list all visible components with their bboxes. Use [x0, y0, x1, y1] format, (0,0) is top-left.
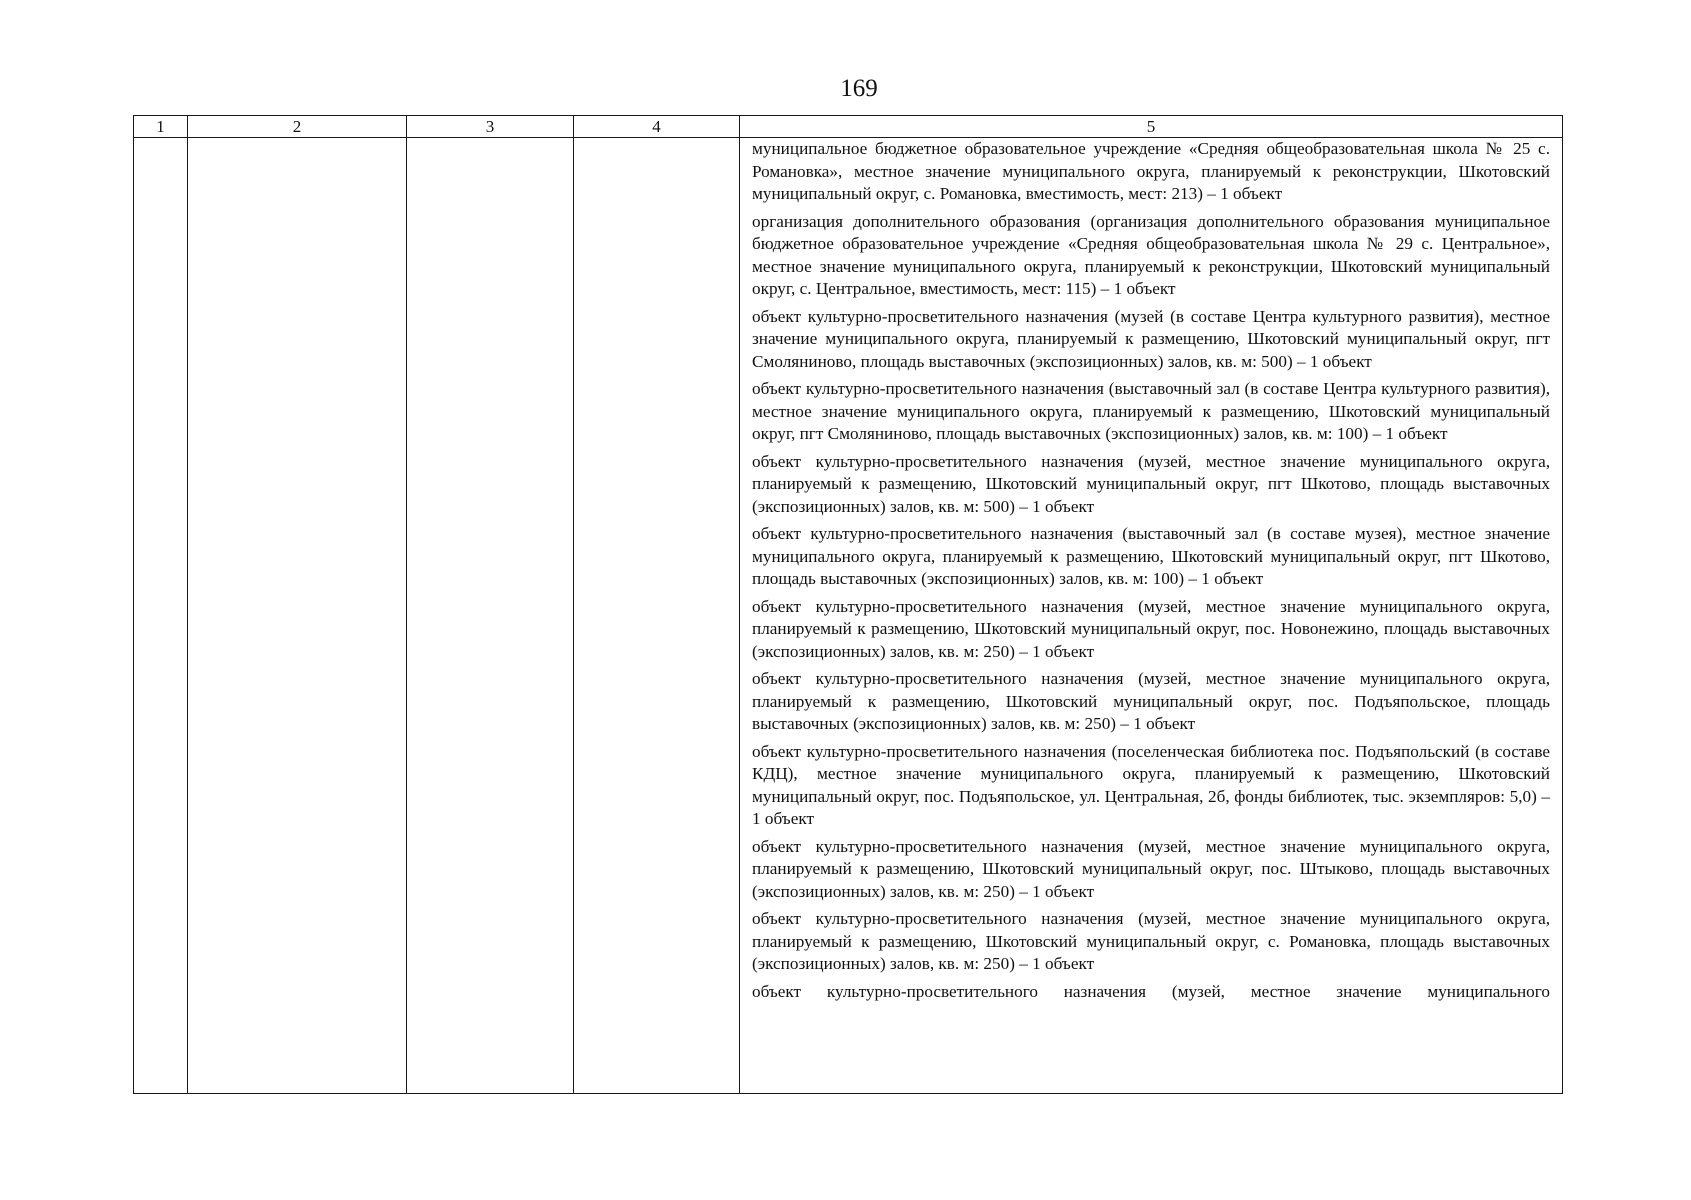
entry-museum-romanovka: объект культурно-просветительного назначения (музей, местное значение муниципального округа, планируемый к размещению, Шкотовский муниципальный округ, с. Романовка, площадь выставочных (экспозиционных) залов, кв. м: 250) – 1 объект — [752, 909, 1550, 973]
table-row — [134, 138, 1563, 1094]
data-table — [133, 115, 1563, 1094]
entry-library-podyapolskoe: объект культурно-просветительного назначения (поселенческая библиотека пос. Подъяпольский (в составе КДЦ), местное значение муниципального округа, планируемый к размещению, Шкотовский муниципальный округ, пос. Подъяпольское, ул. Центральная, 2б, фонды библиотек, тыс. экземпляров: 5,0) – 1 объект — [752, 741, 1550, 828]
column-header-5: 5 — [740, 116, 1563, 138]
page-number: 169 — [840, 75, 878, 102]
entry-school-25-romanovka: муниципальное бюджетное образовательное учреждение «Средняя общеобразовательная школа № 25 с. Романовка», местное значение муниципального округа, планируемый к реконструкции, Шкотовский муниципальный округ, с. Романовка, вместимость, мест: 213) – 1 объект — [752, 139, 1550, 203]
entry-school-29-tsentralnoe: организация дополнительного образования (организация дополнительного образования муниципальное бюджетное образовательное учреждение «Средняя общеобразовательная школа № 29 с. Центральное», местное значение муниципального округа, планируемый к реконструкции, Шкотовский муниципальный округ, с. Центральное, вместимость, мест: 115) – 1 объект — [752, 211, 1550, 298]
cell-column-3 — [407, 138, 574, 1094]
column-header-3: 3 — [407, 116, 574, 138]
column-header-4: 4 — [574, 116, 740, 138]
entry-exhibition-hall-shkotovo: объект культурно-просветительного назначения (выставочный зал (в составе музея), местное значение муниципального округа, планируемый к размещению, Шкотовский муниципальный округ, пгт Шкотово, площадь выставочных (экспозиционных) залов, кв. м: 100) – 1 объект — [752, 524, 1550, 588]
cell-column-2 — [188, 138, 407, 1094]
entry-truncated-museum: объект культурно-просветительного назначения (музей, местное значение муниципального — [752, 981, 1550, 1001]
cell-column-5 — [740, 138, 1563, 1094]
cell-column-4 — [574, 138, 740, 1094]
column-header-2: 2 — [188, 116, 407, 138]
entry-museum-shkotovo: объект культурно-просветительного назначения (музей, местное значение муниципального округа, планируемый к размещению, Шкотовский муниципальный округ, пгт Шкотово, площадь выставочных (экспозиционных) залов, кв. м: 500) – 1 объект — [752, 451, 1550, 516]
entry-museum-novonezhino: объект культурно-просветительного назначения (музей, местное значение муниципального округа, планируемый к размещению, Шкотовский муниципальный округ, пос. Новонежино, площадь выставочных (экспозиционных) залов, кв. м: 250) – 1 объект — [752, 596, 1550, 661]
cell-column-1 — [134, 138, 188, 1094]
entry-museum-smolyaninovo: объект культурно-просветительного назначения (музей (в составе Центра культурного развития), местное значение муниципального округа, планируемый к размещению, Шкотовский муниципальный округ, пгт Смоляниново, площадь выставочных (экспозиционных) залов, кв. м: 500) – 1 объект — [752, 306, 1550, 371]
entry-museum-podyapolskoe: объект культурно-просветительного назначения (музей, местное значение муниципального округа, планируемый к размещению, Шкотовский муниципальный округ, пос. Подъяпольское, площадь выставочных (экспозиционных) залов, кв. м: 250) – 1 объект — [752, 669, 1550, 733]
entry-museum-shtykovo: объект культурно-просветительного назначения (музей, местное значение муниципального округа, планируемый к размещению, Шкотовский муниципальный округ, пос. Штыково, площадь выставочных (экспозиционных) залов, кв. м: 250) – 1 объект — [752, 836, 1550, 901]
table-header-row — [134, 116, 1563, 138]
column-header-1: 1 — [134, 116, 188, 138]
entry-exhibition-hall-smolyaninovo: объект культурно-просветительного назначения (выставочный зал (в составе Центра культурного развития), местное значение муниципального округа, планируемый к размещению, Шкотовский муниципальный округ, пгт Смоляниново, площадь выставочных (экспозиционных) залов, кв. м: 100) – 1 объект — [752, 379, 1550, 443]
